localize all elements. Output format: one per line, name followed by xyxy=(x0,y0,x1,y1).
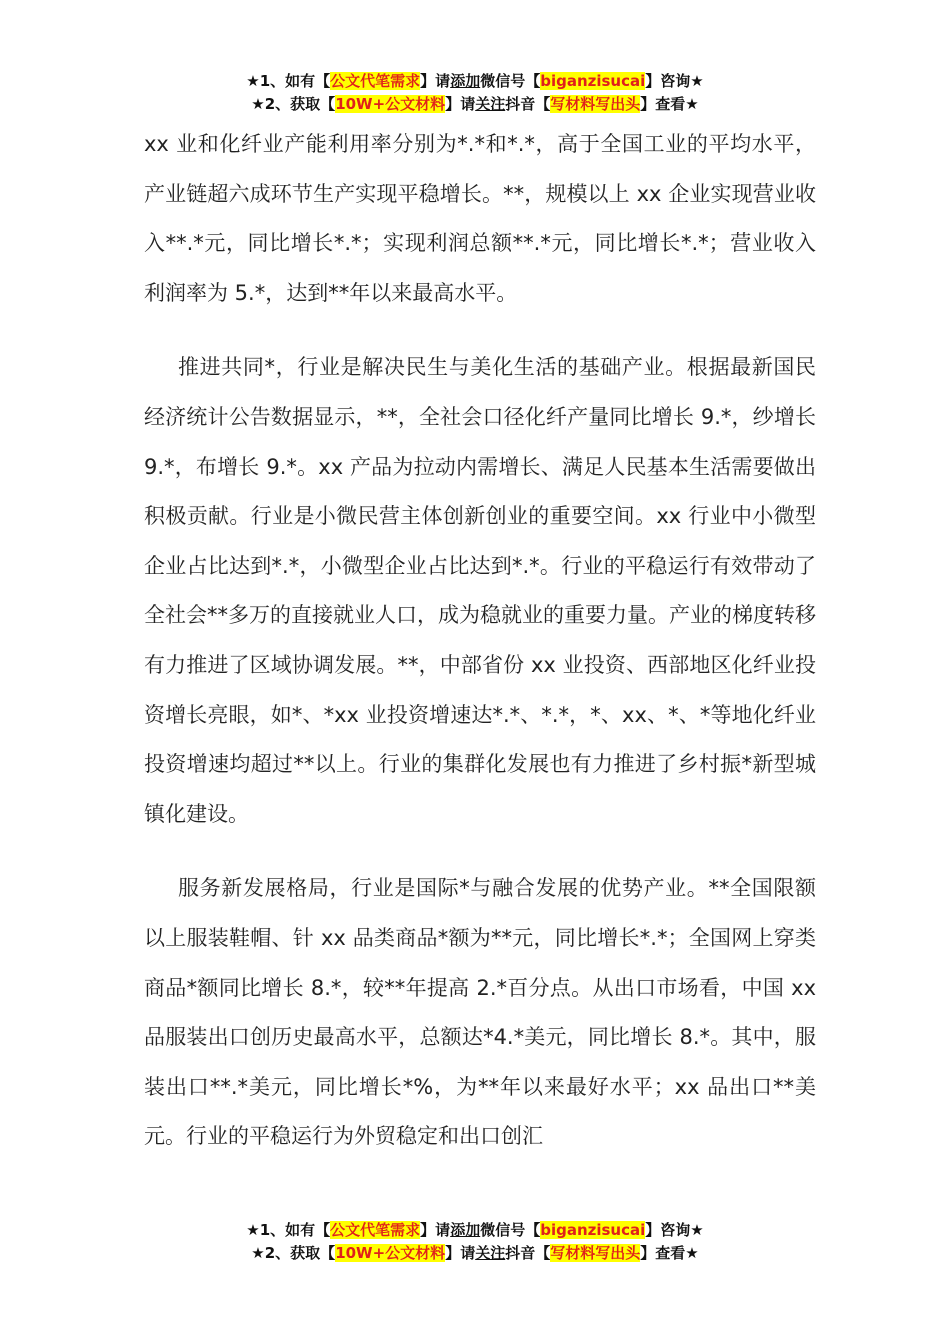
banner-text: 】请 xyxy=(420,72,451,90)
banner-text: 】请 xyxy=(420,1221,451,1239)
paragraph-gap xyxy=(144,318,816,343)
banner-text: 】查看★ xyxy=(640,1244,699,1262)
paragraph-2: 推进共同*，行业是解决民生与美化生活的基础产业。根据最新国民经济统计公告数据显示，**，全社会口径化纤产量同比增长 9.*，纱增长 9.*，布增长 9.*。xx 产品为拉动内需增长、满足人民基本生活需要做出积极贡献。行业是小微民营主体创新创业的重要空间。xx 行业中小微型企业占比达到*.*，小微型企业占比达到*.*。行业的平稳运行有效带动了全社会**多万的直接就业人口，成为稳就业的重要力量。产业的梯度转移有力推进了区域协调发展。**，中部省份 xx 业投资、西部地区化纤业投资增长亮眼，如*、*xx 业投资增速达*.*、*.*，*、xx、*、*等地化纤业投资增速均超过**以上。行业的集群化发展也有力推进了乡村振*新型城镇化建设。 xyxy=(144,355,816,826)
underlined-add: 添加 xyxy=(450,72,481,90)
banner-text: 】查看★ xyxy=(640,95,699,113)
paragraph-1: xx 业和化纤业产能利用率分别为*.*和*.*，高于全国工业的平均水平，产业链超六成环节生产实现平稳增长。**，规模以上 xx 企业实现营业收入**.*元，同比增长*.*；实现利润总额**.*元，同比增长*.*；营业收入利润率为 5.*，达到**年以来最高水平。 xyxy=(144,132,816,305)
banner-text: ★2、获取【 xyxy=(251,95,336,113)
highlight-materials: 10W+公文材料 xyxy=(335,1244,446,1262)
paragraph-gap xyxy=(144,839,816,864)
highlight-materials: 10W+公文材料 xyxy=(335,95,446,113)
footer-banner-line-2 xyxy=(0,1242,950,1265)
highlight-wechat-id: biganzisucai xyxy=(540,72,646,90)
header-banner-line-1 xyxy=(0,70,950,93)
header-banner xyxy=(0,70,950,116)
highlight-service: 公文代笔需求 xyxy=(330,1221,421,1239)
banner-text: ★1、如有【 xyxy=(246,1221,331,1239)
banner-text: 】咨询★ xyxy=(645,1221,704,1239)
underlined-follow: 关注 xyxy=(475,95,506,113)
document-body xyxy=(144,120,816,1162)
banner-text: 抖音【 xyxy=(505,95,551,113)
highlight-wechat-id: biganzisucai xyxy=(540,1221,646,1239)
banner-text: 】咨询★ xyxy=(645,72,704,90)
highlight-service: 公文代笔需求 xyxy=(330,72,421,90)
banner-text: 抖音【 xyxy=(505,1244,551,1262)
banner-text: 】请 xyxy=(445,1244,476,1262)
banner-text: 微信号【 xyxy=(480,1221,541,1239)
underlined-add: 添加 xyxy=(450,1221,481,1239)
paragraph-3: 服务新发展格局，行业是国际*与融合发展的优势产业。**全国限额以上服装鞋帽、针 xx 品类商品*额为**元，同比增长*.*；全国网上穿类商品*额同比增长 8.*，较**年提高 2.*百分点。从出口市场看，中国 xx 品服装出口创历史最高水平，总额达*4.*美元，同比增长 8.*。其中，服装出口**.*美元，同比增长*%，为**年以来最好水平；xx 品出口**美元。行业的平稳运行为外贸稳定和出口创汇 xyxy=(144,876,816,1149)
highlight-douyin-account: 写材料写出头 xyxy=(550,1244,641,1262)
underlined-follow: 关注 xyxy=(475,1244,506,1262)
highlight-douyin-account: 写材料写出头 xyxy=(550,95,641,113)
banner-text: 微信号【 xyxy=(480,72,541,90)
banner-text: ★1、如有【 xyxy=(246,72,331,90)
header-banner-line-2 xyxy=(0,93,950,116)
banner-text: 】请 xyxy=(445,95,476,113)
banner-text: ★2、获取【 xyxy=(251,1244,336,1262)
footer-banner-line-1 xyxy=(0,1219,950,1242)
footer-banner xyxy=(0,1219,950,1265)
